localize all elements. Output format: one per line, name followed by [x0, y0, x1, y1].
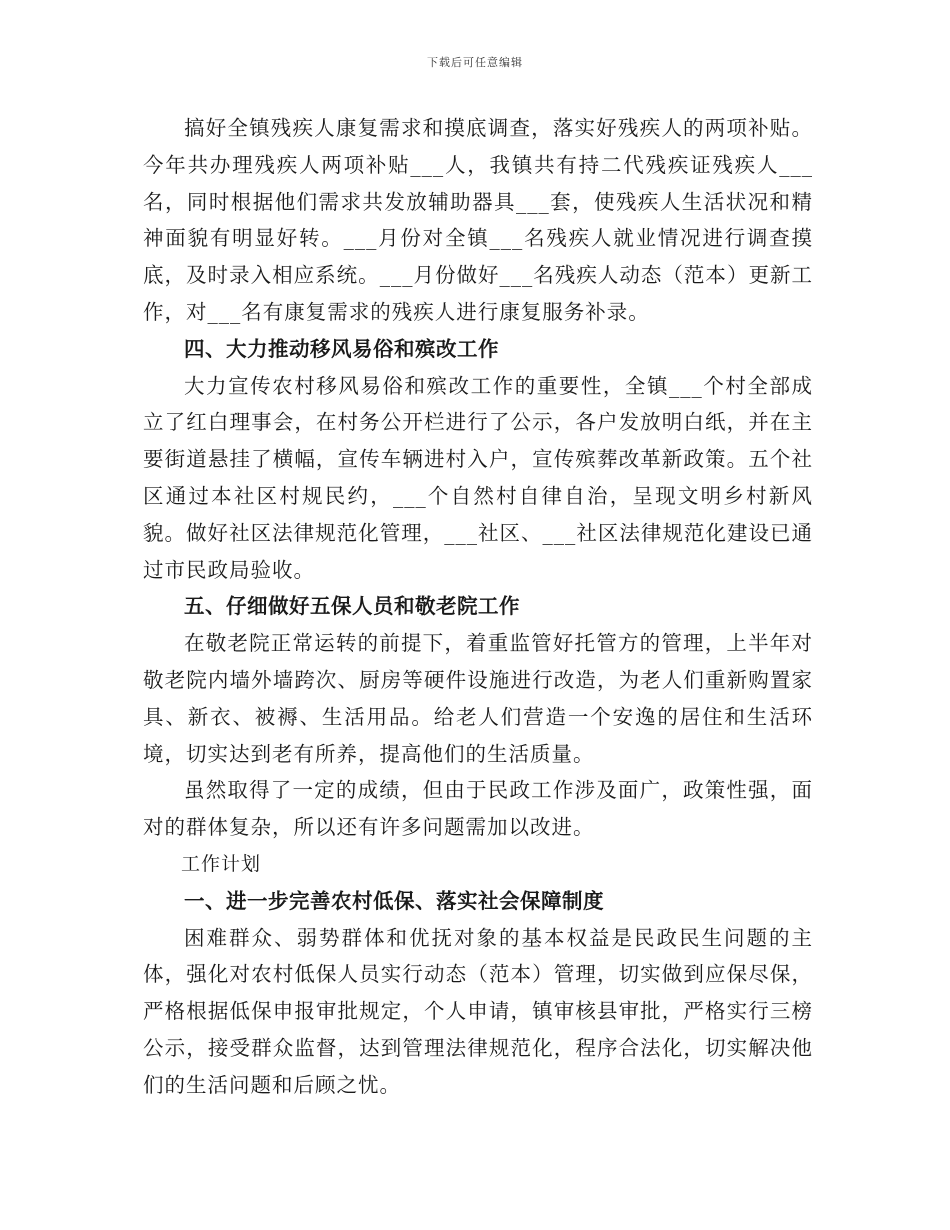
paragraph-summary: 虽然取得了一定的成绩，但由于民政工作涉及面广，政策性强，面对的群体复杂，所以还有许多问题需加以改进。 [143, 778, 813, 840]
document-body [143, 110, 813, 1104]
paragraph-low-income-security: 困难群众、弱势群体和优抚对象的基本权益是民政民生问题的主体，强化对农村低保人员实行动态（范本）管理，切实做到应保尽保，严格根据低保申报审批规定，个人申请，镇审核县审批，严格实行三榜公示，接受群众监督，达到管理法律规范化，程序合法化，切实解决他们的生活问题和后顾之忧。 [143, 925, 813, 1097]
paragraph-customs-reform: 大力宣传农村移风易俗和殡改工作的重要性，全镇___个村全部成立了红白理事会，在村务公开栏进行了公示，各户发放明白纸，并在主要街道悬挂了横幅，宣传车辆进村入户，宣传殡葬改革新政策。五个社区通过本社区村规民约，___个自然村自律自治，呈现文明乡村新风貌。做好社区法律规范化管理，___社区、___社区法律规范化建设已通过市民政局验收。 [143, 373, 813, 582]
paragraph-disabled-persons: 搞好全镇残疾人康复需求和摸底调查，落实好残疾人的两项补贴。今年共办理残疾人两项补贴___人，我镇共有持二代残疾证残疾人___名，同时根据他们需求共发放辅助器具___套，使残疾人生活状况和精神面貌有明显好转。___月份对全镇___名残疾人就业情况进行调查摸底，及时录入相应系统。___月份做好___名残疾人动态（范本）更新工作，对___名有康复需求的残疾人进行康复服务补录。 [143, 116, 813, 324]
work-plan-label: 工作计划 [181, 852, 262, 875]
paragraph-nursing-home: 在敬老院正常运转的前提下，着重监管好托管方的管理，上半年对敬老院内墙外墙跨次、厨房等硬件设施进行改造，为老人们重新购置家具、新衣、被褥、生活用品。给老人们营造一个安逸的居住和生活环境，切实达到老有所养，提高他们的生活质量。 [143, 631, 813, 766]
section-heading-4: 四、大力推动移风易俗和殡改工作 [184, 336, 499, 361]
section-heading-5: 五、仔细做好五保人员和敬老院工作 [184, 594, 520, 619]
plan-heading-1: 一、进一步完善农村低保、落实社会保障制度 [184, 888, 604, 913]
page-header: 下载后可任意编辑 [427, 56, 523, 69]
